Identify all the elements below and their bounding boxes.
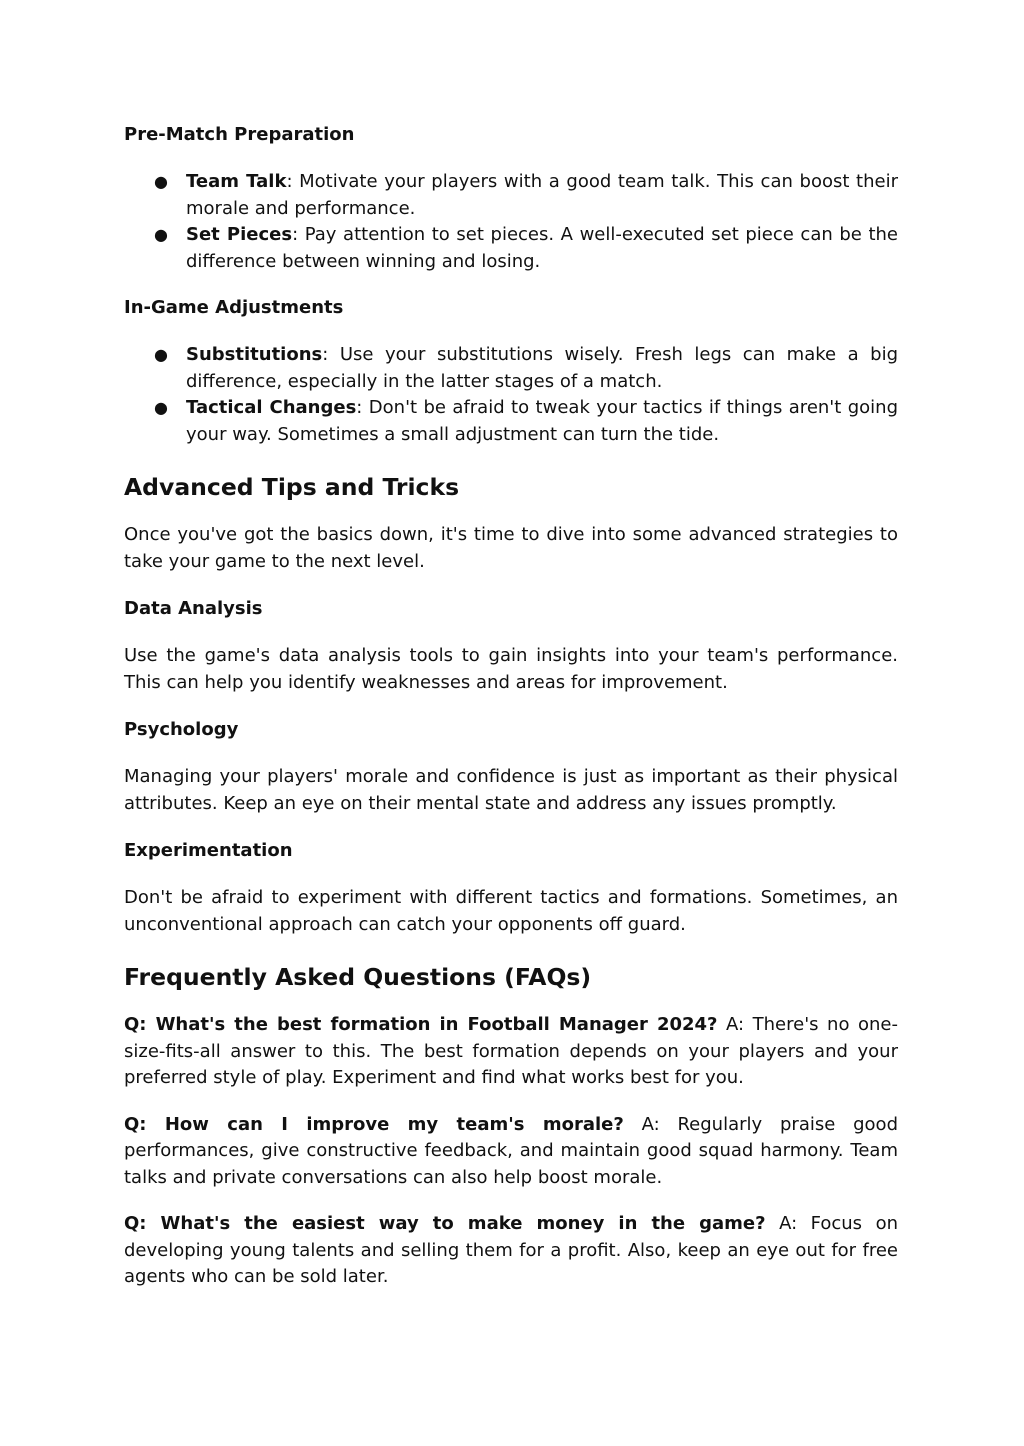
list-item-term: Tactical Changes: [186, 397, 357, 418]
faq-answer: A: Focus on developing young talents and selling them for a profit. Also, keep an eye out for free agents who can be sold later.: [124, 1213, 898, 1287]
faq-question: Q: How can I improve my team's morale?: [124, 1113, 624, 1135]
experimentation-text: Don't be afraid to experiment with different tactics and formations. Sometimes, an unconventional approach can catch your opponents off guard.: [124, 887, 898, 935]
list-item-text: : Motivate your players with a good team talk. This can boost their morale and performance.: [186, 171, 898, 219]
section-heading-pre-match: Pre-Match Preparation: [124, 124, 355, 145]
list-item: [124, 169, 898, 222]
faq-item: [124, 1012, 898, 1092]
list-item-text: : Don't be afraid to tweak your tactics if things aren't going your way. Sometimes a small adjustment can turn the tide.: [186, 397, 898, 445]
list-item: [124, 342, 898, 395]
list-item-text: : Pay attention to set pieces. A well-executed set piece can be the difference between winning and losing.: [186, 224, 898, 272]
data-analysis-text: Use the game's data analysis tools to gain insights into your team's performance. This can help you identify weaknesses and areas for improvement.: [124, 645, 898, 693]
faq-item: [124, 1112, 898, 1192]
list-item-term: Substitutions: [186, 344, 323, 365]
pre-match-list: [124, 169, 898, 275]
section-heading-in-game: In-Game Adjustments: [124, 297, 344, 318]
bullet-icon: ●: [154, 172, 168, 191]
list-item: [124, 395, 898, 448]
section-heading-faq: Frequently Asked Questions (FAQs): [124, 963, 592, 991]
bullet-icon: ●: [154, 398, 168, 417]
faq-question: Q: What's the best formation in Football Manager 2024?: [124, 1014, 718, 1035]
faq-item: [124, 1211, 898, 1291]
advanced-intro: Once you've got the basics down, it's time to dive into some advanced strategies to take your game to the next level.: [124, 524, 898, 572]
faq-question: Q: What's the easiest way to make money in the game?: [124, 1213, 766, 1234]
psychology-text: Managing your players' morale and confidence is just as important as their physical attributes. Keep an eye on their mental state and address any issues promptly.: [124, 766, 898, 814]
subheading-psychology: Psychology: [124, 719, 239, 740]
subheading-experimentation: Experimentation: [124, 840, 293, 861]
bullet-icon: ●: [154, 225, 168, 244]
document-page: [124, 122, 898, 1291]
bullet-icon: ●: [154, 345, 168, 364]
faq-answer: A: There's no one-size-fits-all answer to this. The best formation depends on your players and your preferred style of play. Experiment and find what works best for you.: [124, 1014, 898, 1088]
list-item: [124, 222, 898, 275]
subheading-data-analysis: Data Analysis: [124, 598, 263, 619]
list-item-term: Set Pieces: [186, 224, 293, 245]
in-game-list: [124, 342, 898, 448]
section-heading-advanced: Advanced Tips and Tricks: [124, 473, 460, 501]
list-item-term: Team Talk: [186, 171, 287, 192]
list-item-text: : Use your substitutions wisely. Fresh legs can make a big difference, especially in the latter stages of a match.: [186, 344, 898, 392]
faq-answer: A: Regularly praise good performances, give constructive feedback, and maintain good squad harmony. Team talks and private conversations can also help boost morale.: [124, 1113, 898, 1188]
